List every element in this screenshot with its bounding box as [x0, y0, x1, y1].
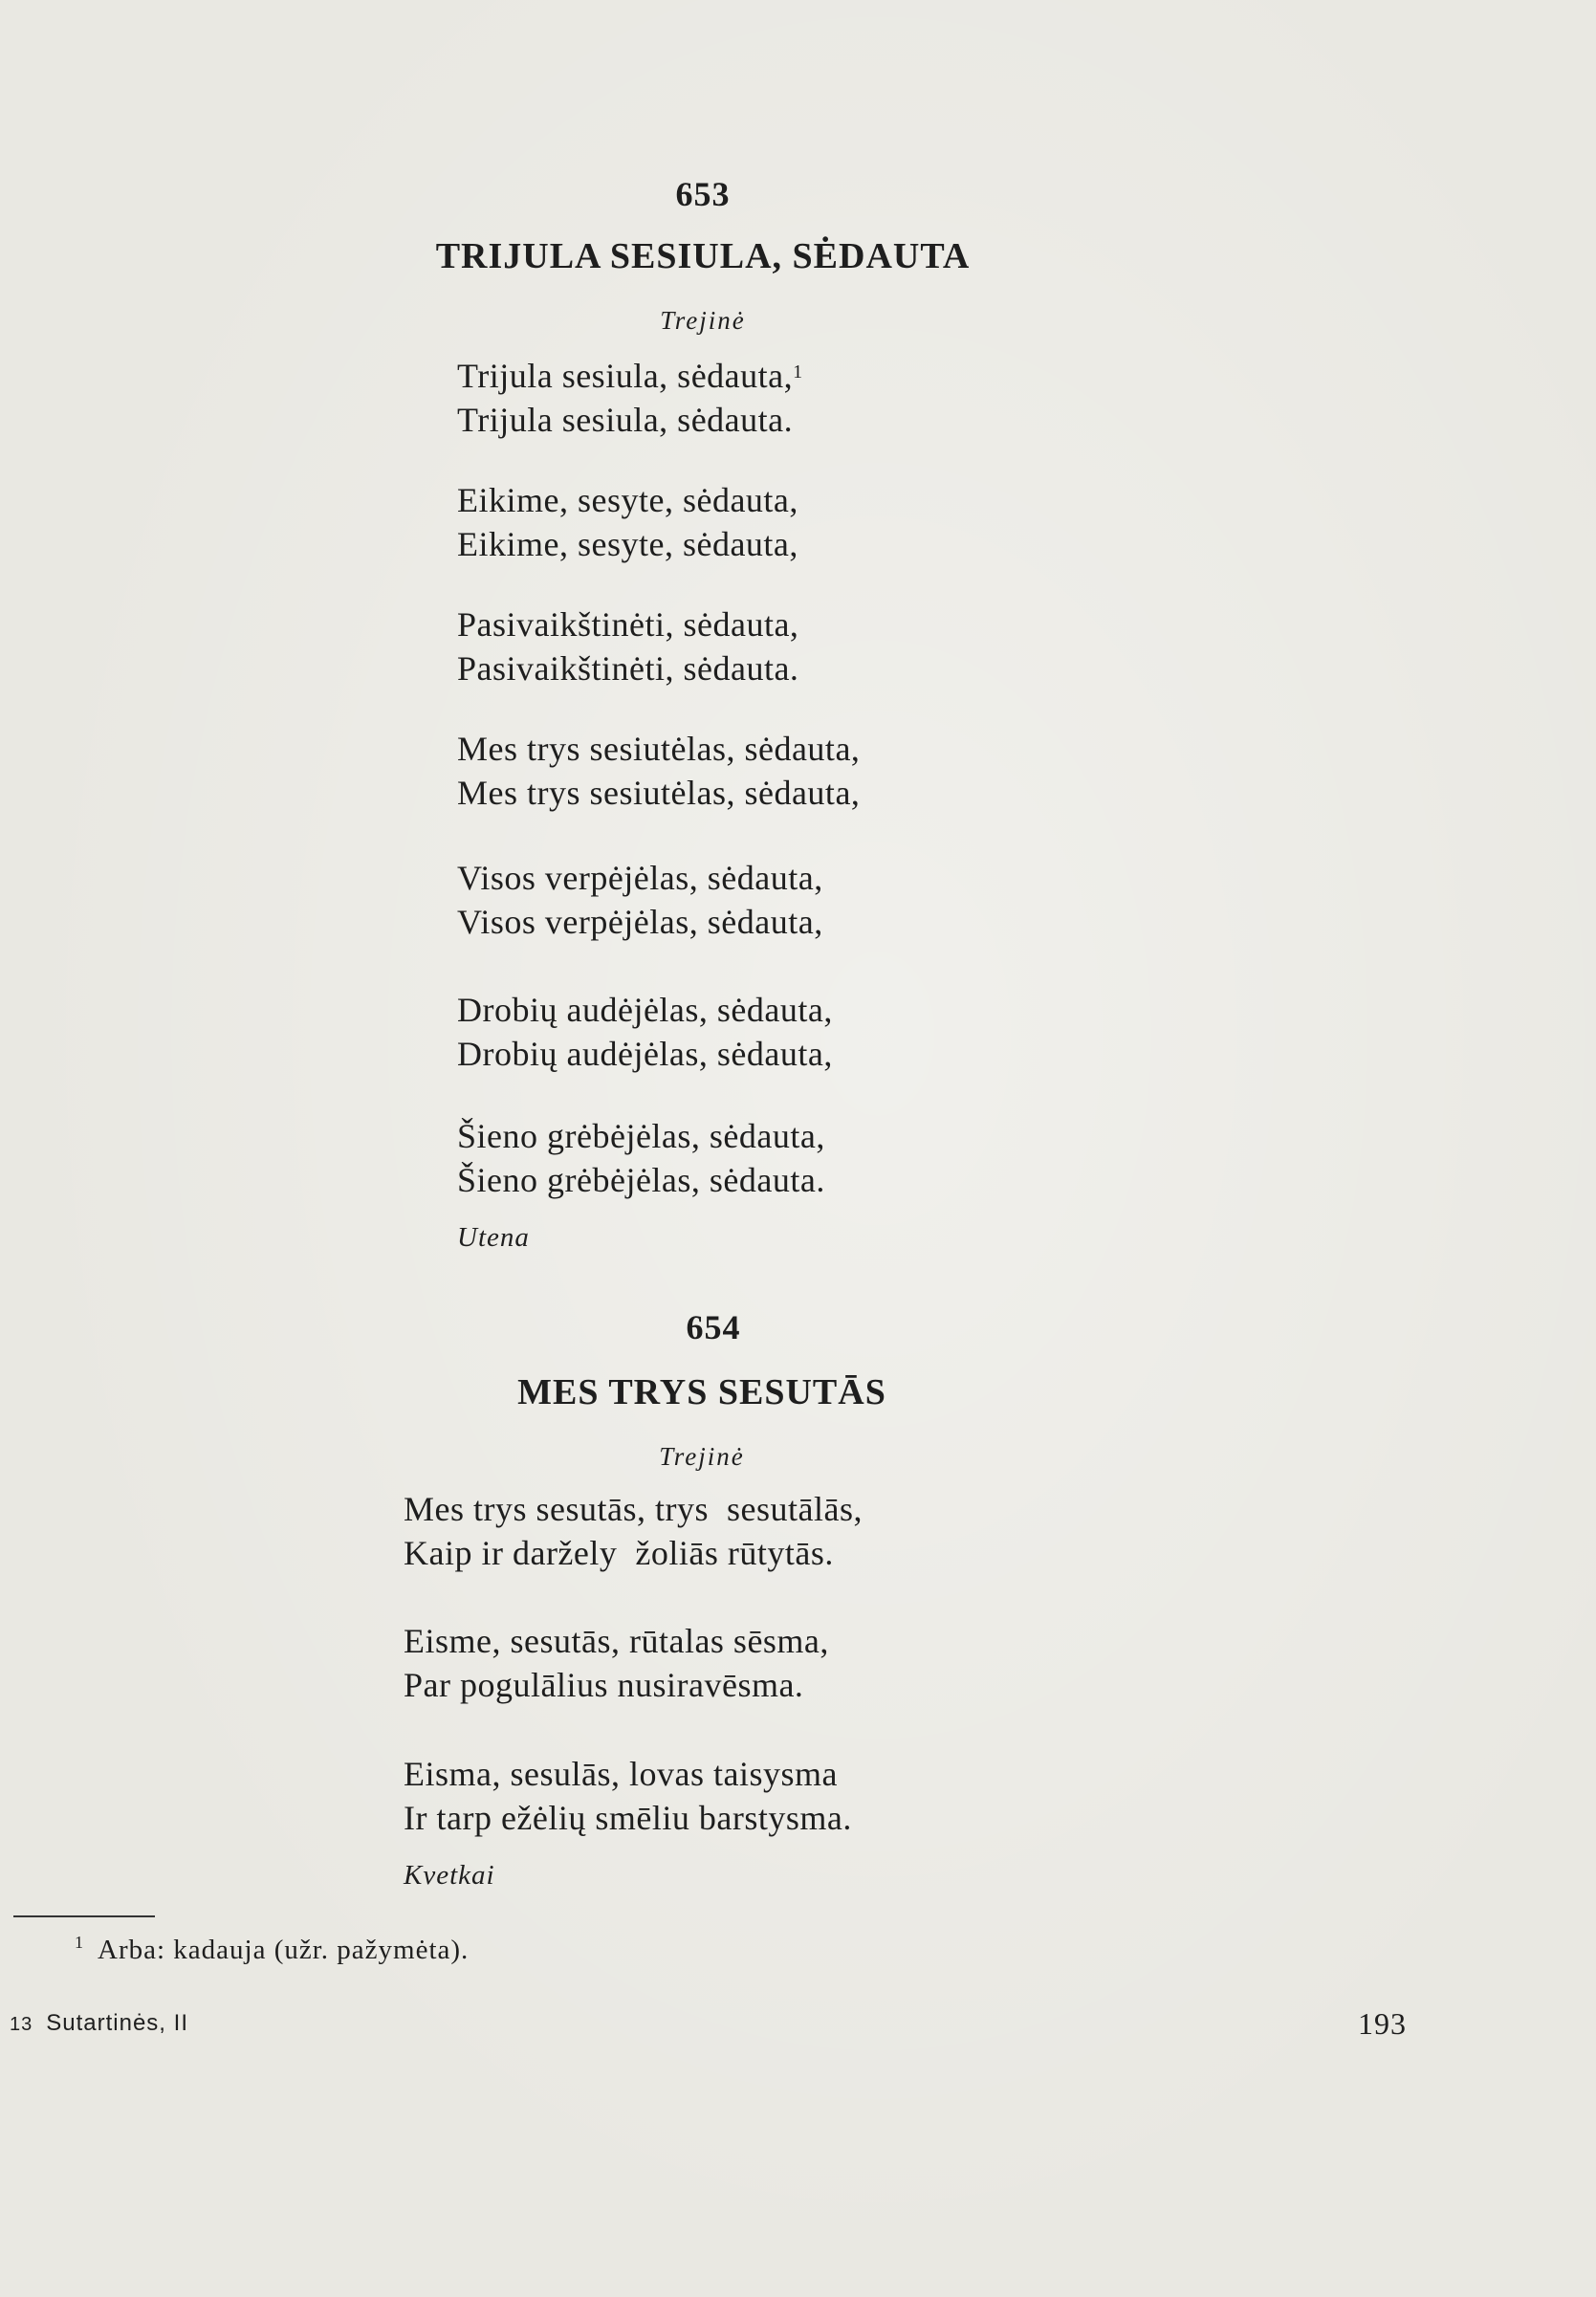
verse-line: Kaip ir daržely žoliās rūtytās.: [404, 1534, 834, 1572]
printer-signature: [10, 2010, 188, 2037]
verse-line: Eikime, sesyte, sėdauta,: [457, 525, 798, 563]
verse-line: Trijula sesiula, sėdauta,$^1$: [457, 357, 803, 395]
verse-line: Visos verpėjėlas, sėdauta,: [457, 903, 823, 941]
verse-line: Mes trys sesiutėlas, sėdauta,: [457, 730, 861, 768]
stanza: [404, 1619, 829, 1707]
stanza: [457, 727, 860, 815]
song-genre: Trejinė: [659, 1442, 745, 1471]
verse-line: Pasivaikštinėti, sėdauta.: [457, 649, 799, 688]
verse-line: Eisme, sesutās, rūtalas sēsma,: [404, 1622, 829, 1660]
verse-line: Trijula sesiula, sėdauta.: [457, 401, 794, 439]
verse-line: Ir tarp ežėlių smēliu barstysma.: [404, 1799, 852, 1837]
verse-line: Eisma, sesulās, lovas taisysma: [404, 1755, 838, 1793]
signature-number: 13: [10, 2014, 33, 2035]
song-genre: Trejinė: [660, 306, 746, 335]
signature-text: Sutartinės, II: [46, 2010, 188, 2036]
footnote-marker: 1: [793, 361, 803, 383]
verse-line: Pasivaikštinėti, sėdauta,: [457, 605, 799, 644]
verse-line: Šieno grėbėjėlas, sėdauta.: [457, 1161, 825, 1199]
verse-line: Mes trys sesutās, trys sesutālās,: [404, 1490, 863, 1528]
song-place: Utena: [457, 1222, 530, 1253]
verse-line: Visos verpėjėlas, sėdauta,: [457, 859, 823, 897]
stanza: [457, 354, 803, 442]
stanza: [457, 1114, 825, 1202]
verse-line: Drobių audėjėlas, sėdauta,: [457, 1035, 833, 1073]
stanza: [404, 1752, 852, 1840]
stanza: [457, 988, 833, 1076]
stanza: [457, 602, 798, 690]
verse-line: Eikime, sesyte, sėdauta,: [457, 481, 798, 519]
page-number: 193: [1358, 2006, 1407, 2041]
stanza: [457, 856, 823, 944]
song-place: Kvetkai: [404, 1860, 495, 1891]
verse-line: Drobių audėjėlas, sėdauta,: [457, 991, 833, 1029]
footnote-marker: 1: [75, 1933, 84, 1952]
song-title: MES TRYS SESUTĀS: [517, 1372, 886, 1412]
stanza: [404, 1487, 863, 1575]
verse-line: Šieno grėbėjėlas, sėdauta,: [457, 1117, 825, 1155]
song-title: TRIJULA SESIULA, SĖDAUTA: [435, 236, 971, 276]
footnote-text: Arba: kadauja (užr. pažymėta).: [98, 1935, 470, 1965]
verse-line: Mes trys sesiutėlas, sėdauta,: [457, 774, 861, 812]
footnote-divider: [13, 1915, 155, 1917]
stanza: [457, 478, 798, 566]
song-number: 653: [675, 175, 731, 213]
footnote: [75, 1935, 469, 1966]
verse-line: Par pogulālius nusiravēsma.: [404, 1666, 804, 1704]
song-number: 654: [686, 1308, 741, 1346]
